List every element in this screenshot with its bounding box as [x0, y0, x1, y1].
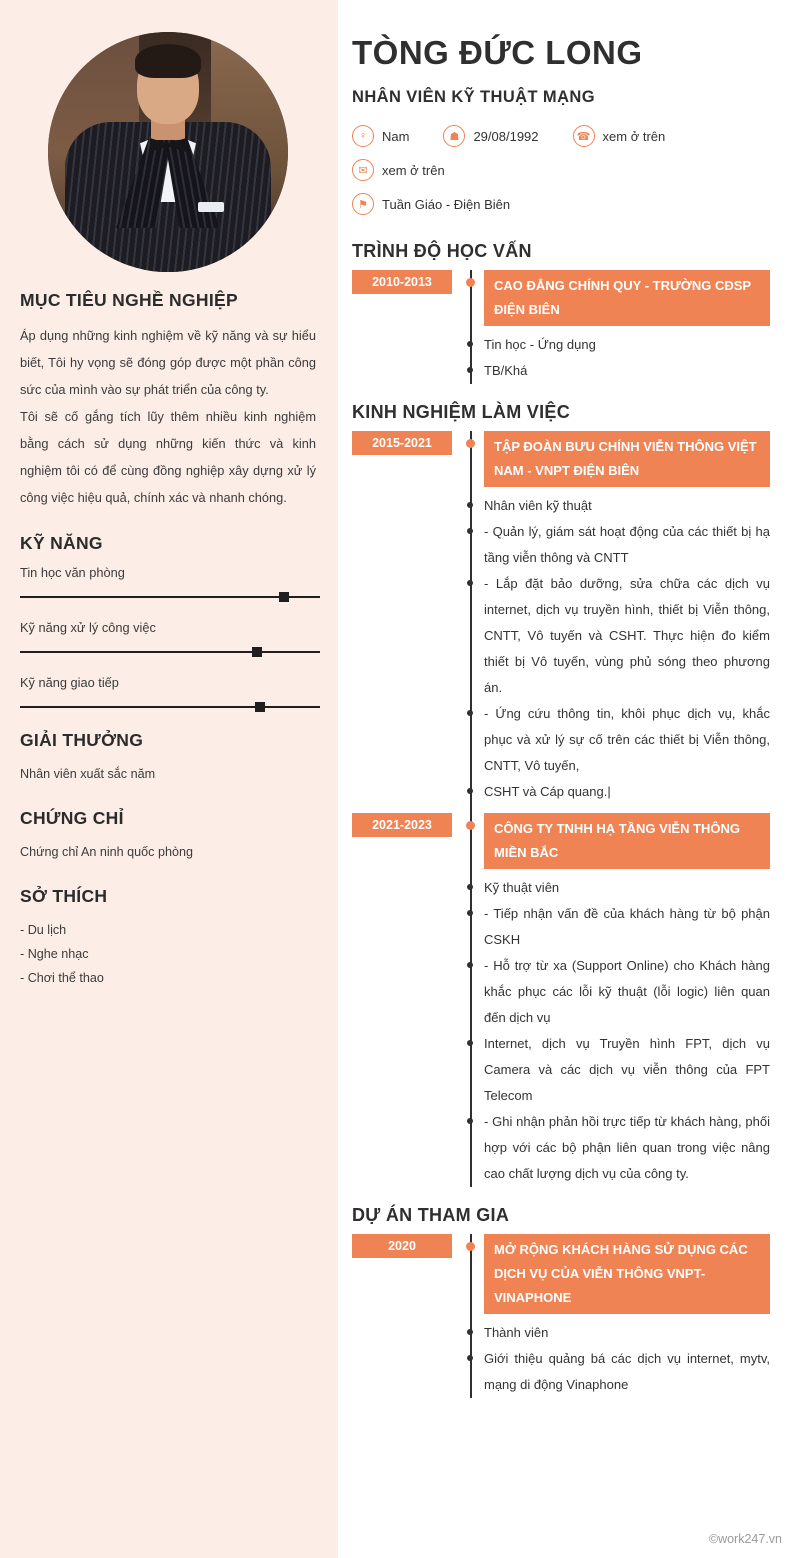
experience-line: - Ghi nhận phản hồi trực tiếp từ khách hàng, phối hợp với các bộ phận liên quan trong việc nâng cao chất lượng dịch vụ của công ty.: [484, 1114, 770, 1181]
timeline-dot: [466, 278, 475, 287]
project-entry: [388, 1234, 770, 1314]
experience-line: Nhân viên kỹ thuật: [484, 498, 592, 513]
experience-period: 2015-2021: [352, 431, 452, 455]
timeline-dot: [467, 367, 473, 373]
project-title: MỞ RỘNG KHÁCH HÀNG SỬ DỤNG CÁC DỊCH VỤ CỦA VIỄN THÔNG VNPT-VINAPHONE: [484, 1234, 770, 1314]
education-title: CAO ĐẲNG CHÍNH QUY - TRƯỜNG CĐSP ĐIỆN BIÊN: [484, 270, 770, 326]
experience-detail: [472, 1031, 770, 1109]
contact-birthday: [443, 125, 538, 147]
phone-icon: ☎: [573, 125, 595, 147]
experience-detail: [472, 901, 770, 953]
watermark: ©work247.vn: [708, 1532, 782, 1546]
awards-section: [20, 730, 316, 786]
objective-paragraph: Tôi sẽ cố gắng tích lũy thêm nhiều kinh nghiệm bằng cách sử dụng những kiến thức và kinh nghiệm tôi có để cùng đồng nghiệp xây dựng xử lý công việc hiệu quả, chính xác và nhanh chóng.: [20, 409, 316, 505]
education-detail: [472, 358, 770, 384]
timeline-dot: [467, 710, 473, 716]
timeline-dot: [467, 788, 473, 794]
contact-address: [352, 193, 510, 215]
project-line: Giới thiệu quảng bá các dịch vụ internet, mytv, mạng di động Vinaphone: [484, 1351, 770, 1392]
projects-section: [352, 1205, 770, 1398]
timeline-dot: [467, 1355, 473, 1361]
timeline-dot: [466, 1242, 475, 1251]
hobby-item: - Nghe nhạc: [20, 947, 89, 961]
gender-icon: ♀: [352, 125, 374, 147]
experience-line: - Tiếp nhận vấn đề của khách hàng từ bộ phận CSKH: [484, 906, 770, 947]
timeline-dot: [467, 1118, 473, 1124]
contact-gender: [352, 125, 409, 147]
experience-period: 2021-2023: [352, 813, 452, 837]
contact-phone: [573, 125, 666, 147]
timeline-dot: [467, 341, 473, 347]
experience-title: TẬP ĐOÀN BƯU CHÍNH VIỄN THÔNG VIỆT NAM - VNPT ĐIỆN BIÊN: [484, 431, 770, 487]
award-item: Nhân viên xuất sắc năm: [20, 767, 156, 781]
project-detail: [472, 1346, 770, 1398]
timeline-dot: [467, 528, 473, 534]
project-period: 2020: [352, 1234, 452, 1258]
project-line: Thành viên: [484, 1325, 549, 1340]
timeline-dot: [467, 1329, 473, 1335]
skills-heading: KỸ NĂNG: [20, 533, 103, 553]
skill-label: Kỹ năng xử lý công việc: [20, 620, 156, 635]
certificates-heading: CHỨNG CHỈ: [20, 808, 124, 828]
experience-line: Internet, dịch vụ Truyền hình FPT, dịch vụ Camera và các dịch vụ viễn thông của FPT Telecom: [484, 1036, 770, 1103]
experience-detail: [472, 701, 770, 779]
experience-section: [352, 402, 770, 1187]
project-detail: [472, 1320, 770, 1346]
education-line: Tin học - Ứng dụng: [484, 337, 596, 352]
certificates-section: [20, 808, 316, 864]
location-pin-icon: ⚑: [352, 193, 374, 215]
experience-entry: [372, 431, 770, 487]
birthday-cake-icon: ☗: [443, 125, 465, 147]
hobby-item: - Du lịch: [20, 923, 67, 937]
timeline-dot: [466, 439, 475, 448]
projects-heading: DỰ ÁN THAM GIA: [352, 1205, 510, 1225]
experience-detail: [472, 779, 770, 805]
skill-bar: [20, 706, 320, 708]
experience-line: - Ứng cứu thông tin, khôi phục dịch vụ, khắc phục và xử lý sự cố trên các thiết bị Viễn thông, CNTT, Vô tuyến,: [484, 706, 770, 773]
sidebar: [0, 0, 338, 1558]
objective-heading: MỤC TIÊU NGHỀ NGHIỆP: [20, 290, 238, 310]
experience-line: CSHT và Cáp quang.|: [484, 784, 611, 799]
experience-entry: [372, 813, 770, 869]
experience-line: - Quản lý, giám sát hoạt động của các thiết bị hạ tầng viễn thông và CNTT: [484, 524, 770, 565]
education-detail: [472, 332, 770, 358]
objective-paragraph: Áp dụng những kinh nghiệm về kỹ năng và sự hiểu biết, Tôi hy vọng sẽ đóng góp được một phần công sức của mình vào sự phát triển của công ty.: [20, 328, 316, 397]
hobby-item: - Chơi thể thao: [20, 971, 104, 985]
skill-bar: [20, 596, 320, 598]
timeline-dot: [467, 962, 473, 968]
page-title: TÒNG ĐỨC LONG: [352, 34, 643, 71]
experience-detail: [472, 519, 770, 571]
timeline-dot: [467, 910, 473, 916]
hobbies-heading: SỞ THÍCH: [20, 886, 108, 906]
contact-list: [352, 125, 770, 215]
contact-value: xem ở trên: [602, 128, 666, 144]
skill-bar: [20, 651, 320, 653]
skills-section: [20, 533, 316, 708]
experience-detail: [472, 953, 770, 1031]
skill-knob: [279, 592, 289, 602]
avatar: [20, 0, 316, 290]
education-period: 2010-2013: [352, 270, 452, 294]
experience-title: CÔNG TY TNHH HẠ TẦNG VIỄN THÔNG MIỀN BẮC: [484, 813, 770, 869]
timeline-dot: [467, 580, 473, 586]
main-content: [338, 0, 800, 1558]
timeline-dot: [467, 884, 473, 890]
skill-label: Kỹ năng giao tiếp: [20, 675, 119, 690]
education-line: TB/Khá: [484, 363, 528, 378]
contact-email: [352, 159, 445, 181]
education-section: [352, 241, 770, 384]
contact-value: xem ở trên: [382, 162, 445, 178]
education-heading: TRÌNH ĐỘ HỌC VẤN: [352, 241, 532, 261]
profile-photo: [48, 32, 288, 272]
experience-line: - Lắp đặt bảo dưỡng, sửa chữa các dịch vụ internet, dịch vụ truyền hình, thiết bị Viễn thông, CNTT, Vô tuyến và CSHT. Thực hiện đo kiểm thiết bị Vô tuyến, vùng phủ sóng theo phương án.: [484, 576, 770, 695]
timeline-dot: [467, 502, 473, 508]
timeline-dot: [467, 1040, 473, 1046]
experience-line: - Hỗ trợ từ xa (Support Online) cho Khách hàng khắc phục các lỗi kỹ thuật (lỗi logic) liên quan đến dịch vụ: [484, 958, 770, 1025]
experience-timeline: [352, 431, 770, 1187]
skill-knob: [252, 647, 262, 657]
experience-detail: [472, 571, 770, 701]
skill-knob: [255, 702, 265, 712]
experience-heading: KINH NGHIỆM LÀM VIỆC: [352, 402, 571, 422]
education-timeline: [352, 270, 770, 384]
experience-detail: [472, 493, 770, 519]
awards-heading: GIẢI THƯỞNG: [20, 730, 144, 750]
envelope-icon: ✉: [352, 159, 374, 181]
experience-detail: [472, 1109, 770, 1187]
contact-value: Tuần Giáo - Điện Biên: [382, 196, 511, 212]
projects-timeline: [352, 1234, 770, 1398]
skill-label: Tin học văn phòng: [20, 565, 125, 580]
contact-value: 29/08/1992: [473, 128, 539, 144]
certificate-item: Chứng chỉ An ninh quốc phòng: [20, 845, 193, 859]
objective-section: [20, 290, 316, 511]
hobbies-section: [20, 886, 316, 990]
experience-line: Kỹ thuật viên: [484, 880, 560, 895]
job-title: NHÂN VIÊN KỸ THUẬT MẠNG: [352, 88, 595, 106]
education-entry: [372, 270, 770, 326]
contact-value: Nam: [382, 128, 410, 144]
timeline-dot: [466, 821, 475, 830]
experience-detail: [472, 875, 770, 901]
